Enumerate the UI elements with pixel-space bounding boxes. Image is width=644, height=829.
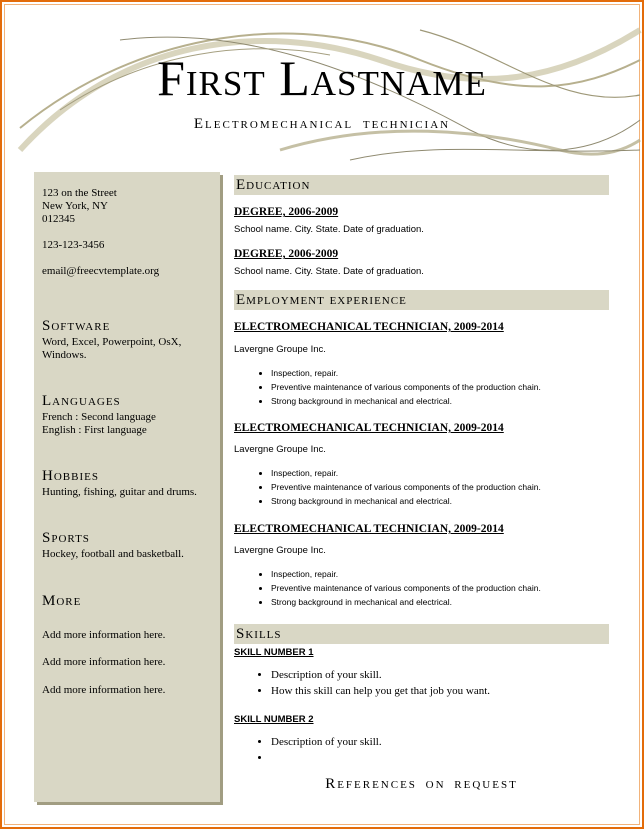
- skills-heading: Skills: [234, 624, 609, 644]
- education-detail: School name. City. State. Date of graduation.: [234, 266, 424, 277]
- skill-item: • Description of your skill.: [271, 734, 382, 750]
- skill-title: SKILL NUMBER 2: [234, 714, 314, 725]
- more-item: Add more information here.: [42, 629, 166, 641]
- sidebar: [34, 172, 220, 802]
- more-heading: More: [42, 593, 82, 609]
- address-line: 123 on the Street: [42, 187, 117, 199]
- job-company: Lavergne Groupe Inc.: [234, 545, 326, 556]
- job-duty: • Preventive maintenance of various components of the production chain.: [271, 380, 541, 394]
- education-heading: Education: [234, 175, 609, 195]
- address-line: New York, NY: [42, 200, 109, 212]
- job-duties-list: [252, 567, 541, 609]
- candidate-name: First Lastname: [157, 50, 487, 106]
- more-item: Add more information here.: [42, 656, 166, 668]
- job-duty: • Inspection, repair.: [271, 567, 541, 581]
- job-duty: • Inspection, repair.: [271, 466, 541, 480]
- languages-text: French : Second language: [42, 411, 156, 423]
- job-duty: • Strong background in mechanical and electrical.: [271, 595, 541, 609]
- education-degree: DEGREE, 2006-2009: [234, 248, 339, 260]
- job-duty: • Strong background in mechanical and electrical.: [271, 394, 541, 408]
- hobbies-text: Hunting, fishing, guitar and drums.: [42, 486, 197, 498]
- employment-heading: Employment experience: [234, 290, 609, 310]
- sports-text: Hockey, football and basketball.: [42, 548, 184, 560]
- skill-item: • How this skill can help you get that job you want.: [271, 683, 490, 699]
- software-text: Windows.: [42, 349, 87, 361]
- software-heading: Software: [42, 318, 111, 334]
- skill-item: • Description of your skill.: [271, 667, 490, 683]
- job-company: Lavergne Groupe Inc.: [234, 444, 326, 455]
- skill-title: SKILL NUMBER 1: [234, 647, 314, 658]
- skill-list: [252, 734, 382, 766]
- address-line: 012345: [42, 213, 75, 225]
- more-item: Add more information here.: [42, 684, 166, 696]
- job-entry-title: ELECTROMECHANICAL TECHNICIAN, 2009-2014: [234, 321, 504, 333]
- phone-number: 123-123-3456: [42, 239, 105, 251]
- job-entry-title: ELECTROMECHANICAL TECHNICIAN, 2009-2014: [234, 422, 504, 434]
- job-entry-title: ELECTROMECHANICAL TECHNICIAN, 2009-2014: [234, 523, 504, 535]
- sports-heading: Sports: [42, 530, 90, 546]
- job-company: Lavergne Groupe Inc.: [234, 344, 326, 355]
- job-duty: • Preventive maintenance of various components of the production chain.: [271, 480, 541, 494]
- job-title: Electromechanical technician: [193, 116, 451, 132]
- software-text: Word, Excel, Powerpoint, OsX,: [42, 336, 182, 348]
- skill-list: [252, 667, 490, 699]
- education-degree: DEGREE, 2006-2009: [234, 206, 339, 218]
- job-duty: • Preventive maintenance of various components of the production chain.: [271, 581, 541, 595]
- hobbies-heading: Hobbies: [42, 468, 99, 484]
- references-note: References on request: [325, 776, 518, 792]
- email-address: email@freecvtemplate.org: [42, 265, 160, 277]
- languages-heading: Languages: [42, 393, 121, 409]
- skill-item: [271, 750, 382, 766]
- job-duty: • Inspection, repair.: [271, 366, 541, 380]
- job-duties-list: [252, 466, 541, 508]
- job-duties-list: [252, 366, 541, 408]
- education-detail: School name. City. State. Date of graduation.: [234, 224, 424, 235]
- job-duty: • Strong background in mechanical and electrical.: [271, 494, 541, 508]
- languages-text: English : First language: [42, 424, 147, 436]
